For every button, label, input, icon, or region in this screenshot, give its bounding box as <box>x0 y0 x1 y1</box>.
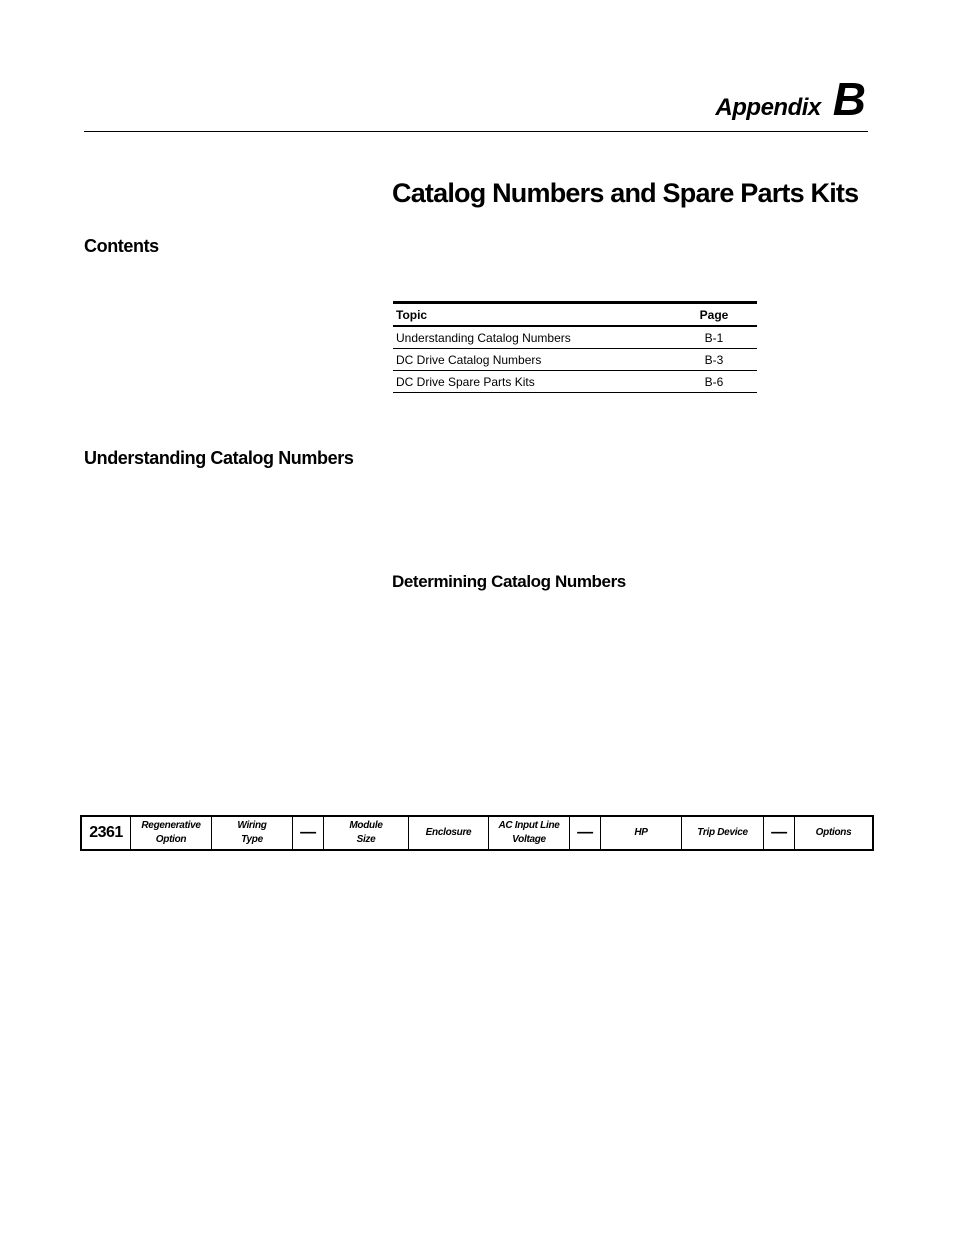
wiring-type-field <box>212 817 293 849</box>
chapter-title: Catalog Numbers and Spare Parts Kits <box>392 178 859 208</box>
field-label: Wiring Type <box>237 820 267 845</box>
field-label: Enclosure <box>425 827 472 838</box>
contents-table-header-row <box>393 303 757 327</box>
trip-device-field <box>682 817 764 849</box>
field-label: Trip Device <box>697 827 748 838</box>
regenerative-option-field <box>131 817 212 849</box>
hp-field <box>601 817 682 849</box>
catalog-prefix: 2361 <box>82 817 131 849</box>
topic-link[interactable]: Understanding Catalog Numbers <box>393 326 671 349</box>
determining-heading: Determining Catalog Numbers <box>392 572 626 591</box>
contents-table <box>393 301 757 393</box>
appendix-letter: B <box>832 73 866 125</box>
page-column-header: Page <box>671 303 757 327</box>
module-size-field <box>324 817 409 849</box>
header-rule <box>84 131 868 132</box>
field-label: HP <box>634 827 648 838</box>
enclosure-field <box>409 817 489 849</box>
understanding-heading: Understanding Catalog Numbers <box>84 448 354 468</box>
catalog-number-diagram <box>80 815 874 851</box>
page-ref: B-3 <box>671 349 757 371</box>
page-ref: B-1 <box>671 326 757 349</box>
appendix-label: Appendix <box>715 94 821 121</box>
field-label: AC Input Line Voltage <box>498 820 560 845</box>
field-label: Module Size <box>349 820 383 845</box>
appendix-header <box>715 72 866 126</box>
contents-heading: Contents <box>84 236 159 256</box>
topic-column-header: Topic <box>393 303 671 327</box>
ac-input-line-voltage-field <box>489 817 570 849</box>
table-row[interactable] <box>393 371 757 393</box>
dash-separator: — <box>293 817 324 849</box>
dash-separator: — <box>570 817 601 849</box>
topic-link[interactable]: DC Drive Spare Parts Kits <box>393 371 671 393</box>
field-label: Options <box>815 827 852 838</box>
table-row[interactable] <box>393 349 757 371</box>
table-row[interactable] <box>393 326 757 349</box>
field-label: Regenerative Option <box>141 820 201 845</box>
page-ref: B-6 <box>671 371 757 393</box>
topic-link[interactable]: DC Drive Catalog Numbers <box>393 349 671 371</box>
dash-separator: — <box>764 817 795 849</box>
options-field <box>795 817 872 849</box>
